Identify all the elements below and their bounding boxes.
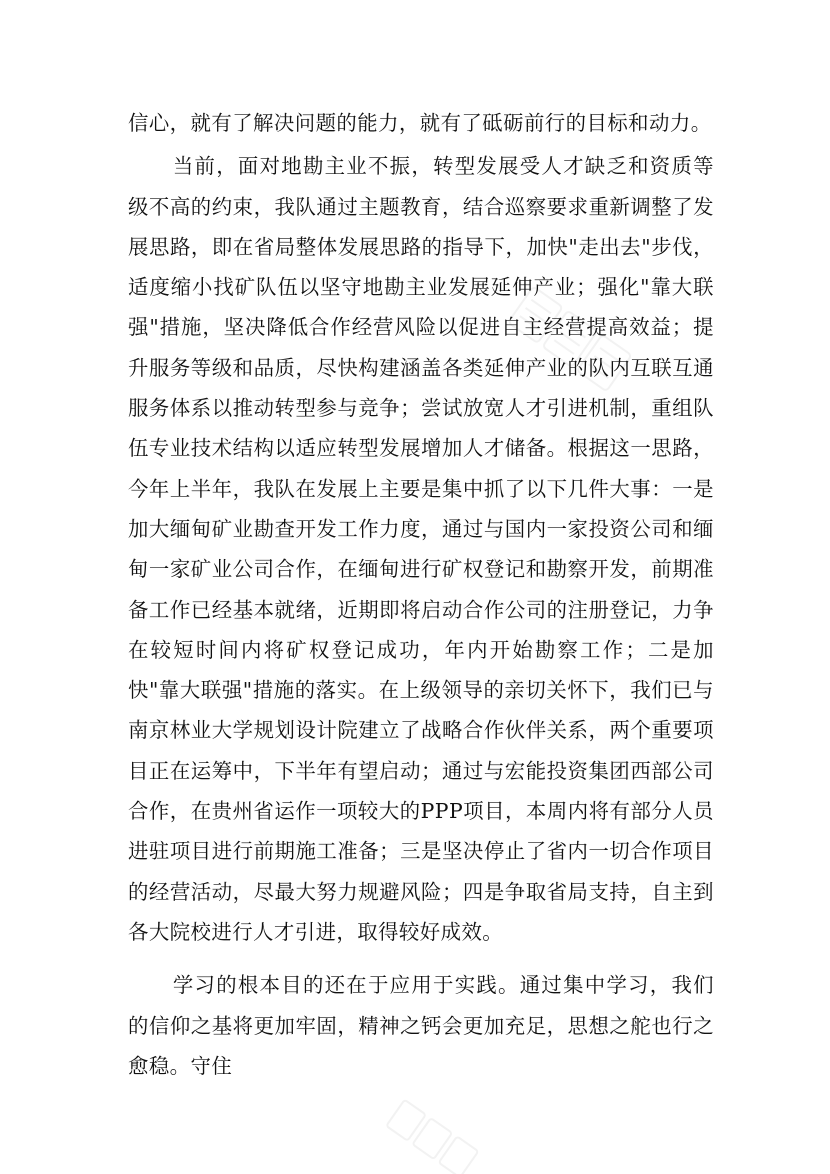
paragraph-1: 信心，就有了解决问题的能力，就有了砥砺前行的目标和动力。	[128, 111, 712, 135]
paragraph-3: 学习的根本目的还在于应用于实践。通过集中学习，我们的信仰之基将更加牢固，精神之钙会更加充足，思想之舵也行之愈稳。守住	[128, 973, 714, 1078]
paragraph-2: 当前，面对地勘主业不振，转型发展受人才缺乏和资质等级不高的约束，我队通过主题教育，结合巡察要求重新调整了发展思路，即在省局整体发展思路的指导下，加快"走出去"步伐，适度缩小找矿队伍以坚守地勘主业发展延伸产业；强化"靠大联强"措施，坚决降低合作经营风险以促进自主经营提高效益；提升服务等级和品质，尽快构建涵盖各类延伸产业的队内互联互通服务体系以推动转型参与竞争；尝试放宽人才引进机制，重组队伍专业技术结构以适应转型发展增加人才储备。根据这一思路，今年上半年，我队在发展上主要是集中抓了以下几件大事：一是加大缅甸矿业勘查开发工作力度，通过与国内一家投资公司和缅甸一家矿业公司合作，在缅甸进行矿权登记和勘察开发，前期准备工作已经基本就绪，近期即将启动合作公司的注册登记，力争在较短时间内将矿权登记成功，年内开始勘察工作；二是加快"靠大联强"措施的落实。在上级领导的亲切关怀下，我们已与南京林业大学规划设计院建立了战略合作伙伴关系，两个重要项目正在运筹中，下半年有望启动；通过与宏能投资集团西部公司合作，在贵州省运作一项较大的PPP项目，本周内将有部分人员进驻项目进行前期施工准备；三是坚决停止了省内一切合作项目的经营活动，尽最大努力规避风险；四是争取省局支持，自主到各大院校进行人才引进，取得较好成效。	[128, 154, 714, 944]
document-body	[128, 103, 714, 1086]
